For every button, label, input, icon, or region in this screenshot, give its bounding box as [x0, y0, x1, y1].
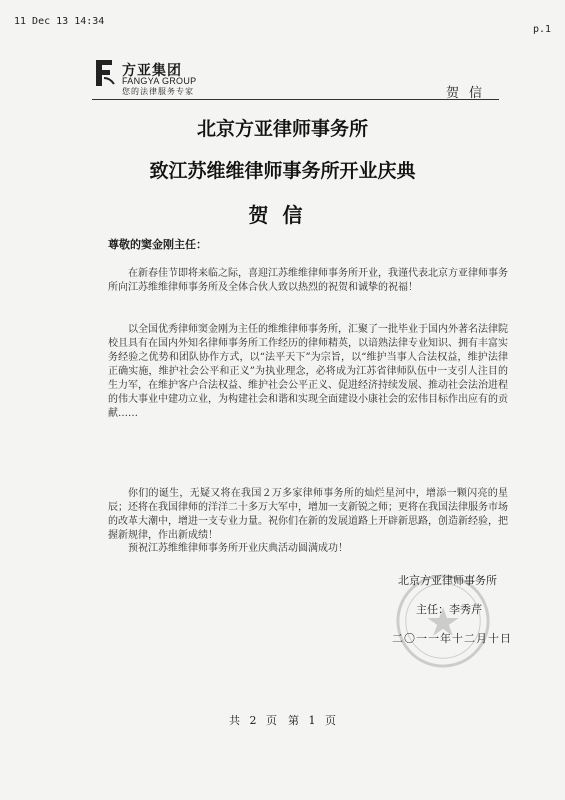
signature-director: 主任：李秀芹 [416, 603, 482, 616]
header-label: 贺信 [446, 86, 493, 101]
body-paragraph-1: 在新春佳节即将来临之际，喜迎江苏维维律师事务所开业，我谨代表北京方亚律师事务所向江苏维维律师事务所及全体合伙人致以热烈的祝贺和诚挚的祝福！ [108, 268, 508, 293]
body-paragraph-4: 预祝江苏维维律师事务所开业庆典活动圆满成功！ [128, 543, 348, 554]
body-paragraph-3: 你们的诞生，无疑又将在我国２万多家律师事务所的灿烂星河中，增添一颗闪亮的星辰；还将在我国律师的洋洋二十多万大军中，增加一支新锐之师；更将在我国法律服务市场的改革大潮中，增进一支专业力量。祝你们在新的发展道路上开辟新思路，创造新经验，把握新规律，作出新成绩！ [108, 488, 508, 541]
fangya-logo-icon [92, 58, 116, 88]
fax-timestamp: 11 Dec 13 14:34 [14, 16, 105, 27]
page-footer: 共 2 页 第 1 页 [229, 714, 336, 727]
logo-name-cn: 方亚集团 [122, 63, 182, 79]
header-divider [92, 99, 499, 100]
logo-name-en: FANGYA GROUP [122, 76, 197, 86]
title-occasion: 致江苏维维律师事务所开业庆典 [149, 160, 416, 182]
title-sender: 北京方亚律师事务所 [196, 118, 368, 140]
salutation: 尊敬的窦金刚主任： [108, 238, 207, 251]
signature-organization: 北京方亚律师事务所 [398, 574, 497, 587]
title-letter: 贺信 [248, 203, 317, 227]
body-paragraph-2: 以全国优秀律师窦金刚为主任的维维律师事务所，汇聚了一批毕业于国内外著名法律院校且具有在国内外知名律师事务所工作经历的律师精英，以谙熟法律专业知识、拥有丰富实务经验之优势和团队协作方式，以“法平天下”为宗旨，以“维护当事人合法权益，维护法律正确实施，维护社会公平和正义”为执业理念，必将成为江苏省律师队伍中一支引人注目的生力军，在维护客户合法权益、维护社会公平正义、促进经济持续发展、推动社会法治进程的伟大事业中建功立业，为构建社会和谐和实现全面建设小康社会的宏伟目标作出应有的贡献…… [108, 324, 508, 419]
fax-page-number: p.1 [532, 24, 551, 35]
company-logo [92, 58, 252, 102]
logo-tagline: 您的法律服务专家 [122, 87, 194, 96]
signature-date: 二〇一一年十二月十日 [392, 632, 512, 645]
